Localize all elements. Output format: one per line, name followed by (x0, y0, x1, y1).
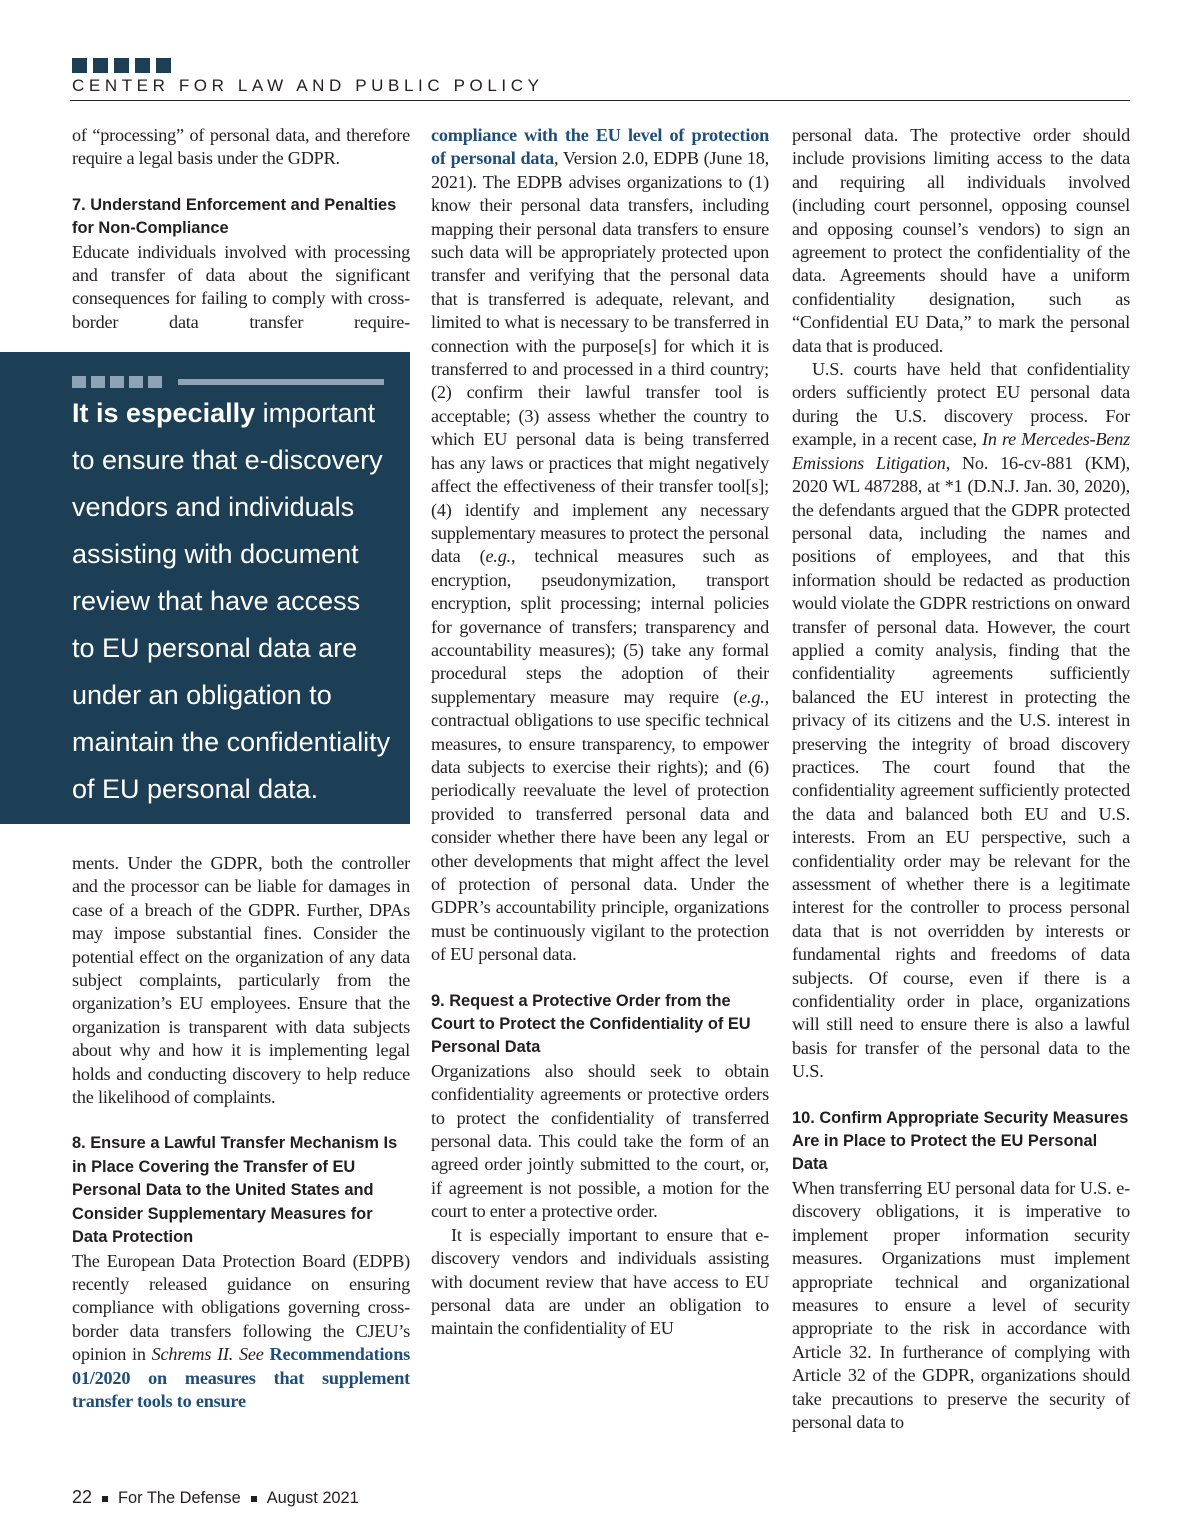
callout-squares (72, 376, 162, 388)
pull-quote-text (72, 390, 392, 813)
column-2 (431, 124, 769, 1341)
section-heading-9: 9. Request a Protective Order from the Court to Protect the Confidentiality of EU Personal Data (431, 991, 751, 1057)
bullet-separator (102, 1496, 108, 1502)
pull-quote-line: to EU personal data are (72, 633, 358, 663)
case-name: In re Mercedes-Benz Emissions Litigation (792, 429, 1130, 473)
issue-date: August 2021 (266, 1489, 359, 1507)
callout-rule (178, 379, 384, 385)
header-title: CENTER FOR LAW AND PUBLIC POLICY (72, 76, 544, 95)
section-heading-10: 10. Confirm Appropriate Security Measures Are in Place to Protect the EU Personal Data (792, 1108, 1129, 1174)
paragraph: The European Data Protection Board (EDPB) recently released guidance on ensuring compliance with obligations governing cross-border data transfers following the CJEU’s opinion in Schrems II. See Recommendations 01/2020 on measures that supplement transfer tools to ensure (72, 1250, 410, 1411)
paragraph: Educate individuals involved with processing and transfer of data about the significant consequences for failing to comply with cross-border data transfer require- (72, 241, 410, 332)
paragraph: personal data. The protective order should include provisions limiting access to the data and requiring all individuals involved (including court personnel, opposing counsel and opposing counsel’s vendors) to sign an agreement to protect the confidentiality of the data. Agreements should have a uniform confidentiality designation, such as “Confidential EU Data,” to mark the personal data that is produced. (792, 125, 1130, 356)
recommendations-link-cont[interactable]: compliance with the EU level of protection of personal data (431, 125, 769, 169)
section-heading-7: 7. Understand Enforcement and Penalties for Non-Compliance (72, 195, 397, 238)
paragraph: compliance with the EU level of protection of personal data, Version 2.0, EDPB (June 18, 2021). The EDPB advises organizations to (1) know their personal data transfers, including mapping their personal data transfers to ensure such data will be appropriately protected upon transfer and verifying that the personal data that is transferred is adequate, relevant, and limited to what is necessary to be transferred in connection with the purpose[s] for which it is transferred to and processed in a third country; (2) confirm their lawful transfer tool is acceptable; (3) assess whether the country to which EU personal data is being transferred has any laws or practices that might negatively affect the effectiveness of their transfer tool[s]; (4) identify and implement any necessary supplementary measures to protect the personal data (e.g., technical measures such as encryption, pseudonymization, transport encryption, split processing; internal policies for governance of transfers; transparency and accountability measures); (5) take any formal procedural steps the adoption of their supplementary measure may require (e.g., contractual obligations to use specific technical measures, to ensure transparency, to empower data subjects to exercise their rights); and (6) periodically reevaluate the level of protection provided to transferred personal data and consider whether there have been any legal or other developments that might affect the level of protection of personal data. Under the GDPR’s accountability principle, organizations must be continuously vigilant to the protection of EU personal data. (431, 125, 769, 965)
column-1-top (72, 124, 410, 334)
paragraph: U.S. courts have held that confidentiality orders sufficiently protect EU personal data during the U.S. discovery process. For example, in a recent case, In re Mercedes-Benz Emissions Litigation, No. 16-cv-881 (KM), 2020 WL 487288, at *1 (D.N.J. Jan. 30, 2020), the defendants argued that the GDPR protected personal data, including the names and positions of employees, and that this information should be redacted as production would violate the GDPR restrictions on onward transfer of personal data. However, the court applied a comity analysis, finding that the confidentiality agreements sufficiently balanced the EU interest in protecting the privacy of its citizens and the U.S. interest in preserving the integrity of broad discovery practices. The court found that the confidentiality agreement sufficiently protected the data and balanced both EU and U.S. interests. From an EU perspective, such a confidentiality order may be relevant for the assessment of whether there is a legitimate interest for the controller to process personal data that is not overridden by interests or fundamental rights and freedoms of data subjects. Of course, even if there is a confidentiality order in place, organizations will still need to ensure there is also a lawful basis for transfer of the personal data to the U.S. (792, 359, 1130, 1082)
column-3 (792, 124, 1130, 1434)
paragraph: When transferring EU personal data for U.S. e-discovery obligations, it is imperative to implement proper information security measures. Organizations must implement appropriate technical and organizational measures to ensure a level of security appropriate to the risk in accordance with Article 32. In furtherance of complying with Article 32 of the GDPR, organizations should take precautions to preserve the security of personal data to (792, 1177, 1130, 1432)
pull-quote-line: vendors and individuals (72, 492, 355, 522)
header-rule (70, 100, 1130, 101)
paragraph: of “processing” of personal data, and therefore require a legal basis under the GDPR. (72, 125, 410, 169)
section-heading-8: 8. Ensure a Lawful Transfer Mechanism Is in Place Covering the Transfer of EU Personal Data to the United States and Consider Supplementary Measures for Data Protection (72, 1134, 398, 1247)
pull-quote-line: to ensure that e-discovery (72, 445, 383, 475)
paragraph: It is especially important to ensure that e-discovery vendors and individuals assisting with document review that have access to EU personal data are under an obligation to maintain the confidentiality of EU (431, 1224, 769, 1339)
pull-quote-line: maintain the confidentiality (72, 727, 391, 757)
pull-quote-line: review that have access (72, 586, 361, 616)
paragraph: ments. Under the GDPR, both the controller and the processor can be liable for damages in case of a breach of the GDPR. Further, DPAs may impose substantial fines. Consider the potential effect on the organization of any data subject complaints, particularly from the organization’s EU employees. Ensure that the organization is transparent with data subjects about why and how it is implementing legal holds and conducting discovery to help reduce the likelihood of complaints. (72, 853, 410, 1108)
pull-quote-line: of EU personal data. (72, 774, 319, 804)
pull-quote-box (0, 352, 410, 824)
pull-quote-line: assisting with document (72, 539, 359, 569)
paragraph: Organizations also should seek to obtain confidentiality agreements or protective orders to protect the confidentiality of transferred personal data. This could take the form of an agreed order jointly submitted to the court, or, if agreement is not possible, a motion for the court to enter a protective order. (431, 1060, 769, 1222)
page-number: 22 (72, 1487, 93, 1507)
column-1-bottom (72, 852, 410, 1413)
recommendations-link[interactable]: Recommendations 01/2020 on measures that supplement transfer tools to ensure (72, 1344, 410, 1411)
header-squares (72, 58, 171, 73)
pull-quote-line-1: It is especially important (72, 398, 376, 428)
page-footer (72, 1487, 359, 1508)
pull-quote-line: under an obligation to (72, 680, 332, 710)
bullet-separator (251, 1496, 257, 1502)
publication-name: For The Defense (118, 1489, 241, 1507)
